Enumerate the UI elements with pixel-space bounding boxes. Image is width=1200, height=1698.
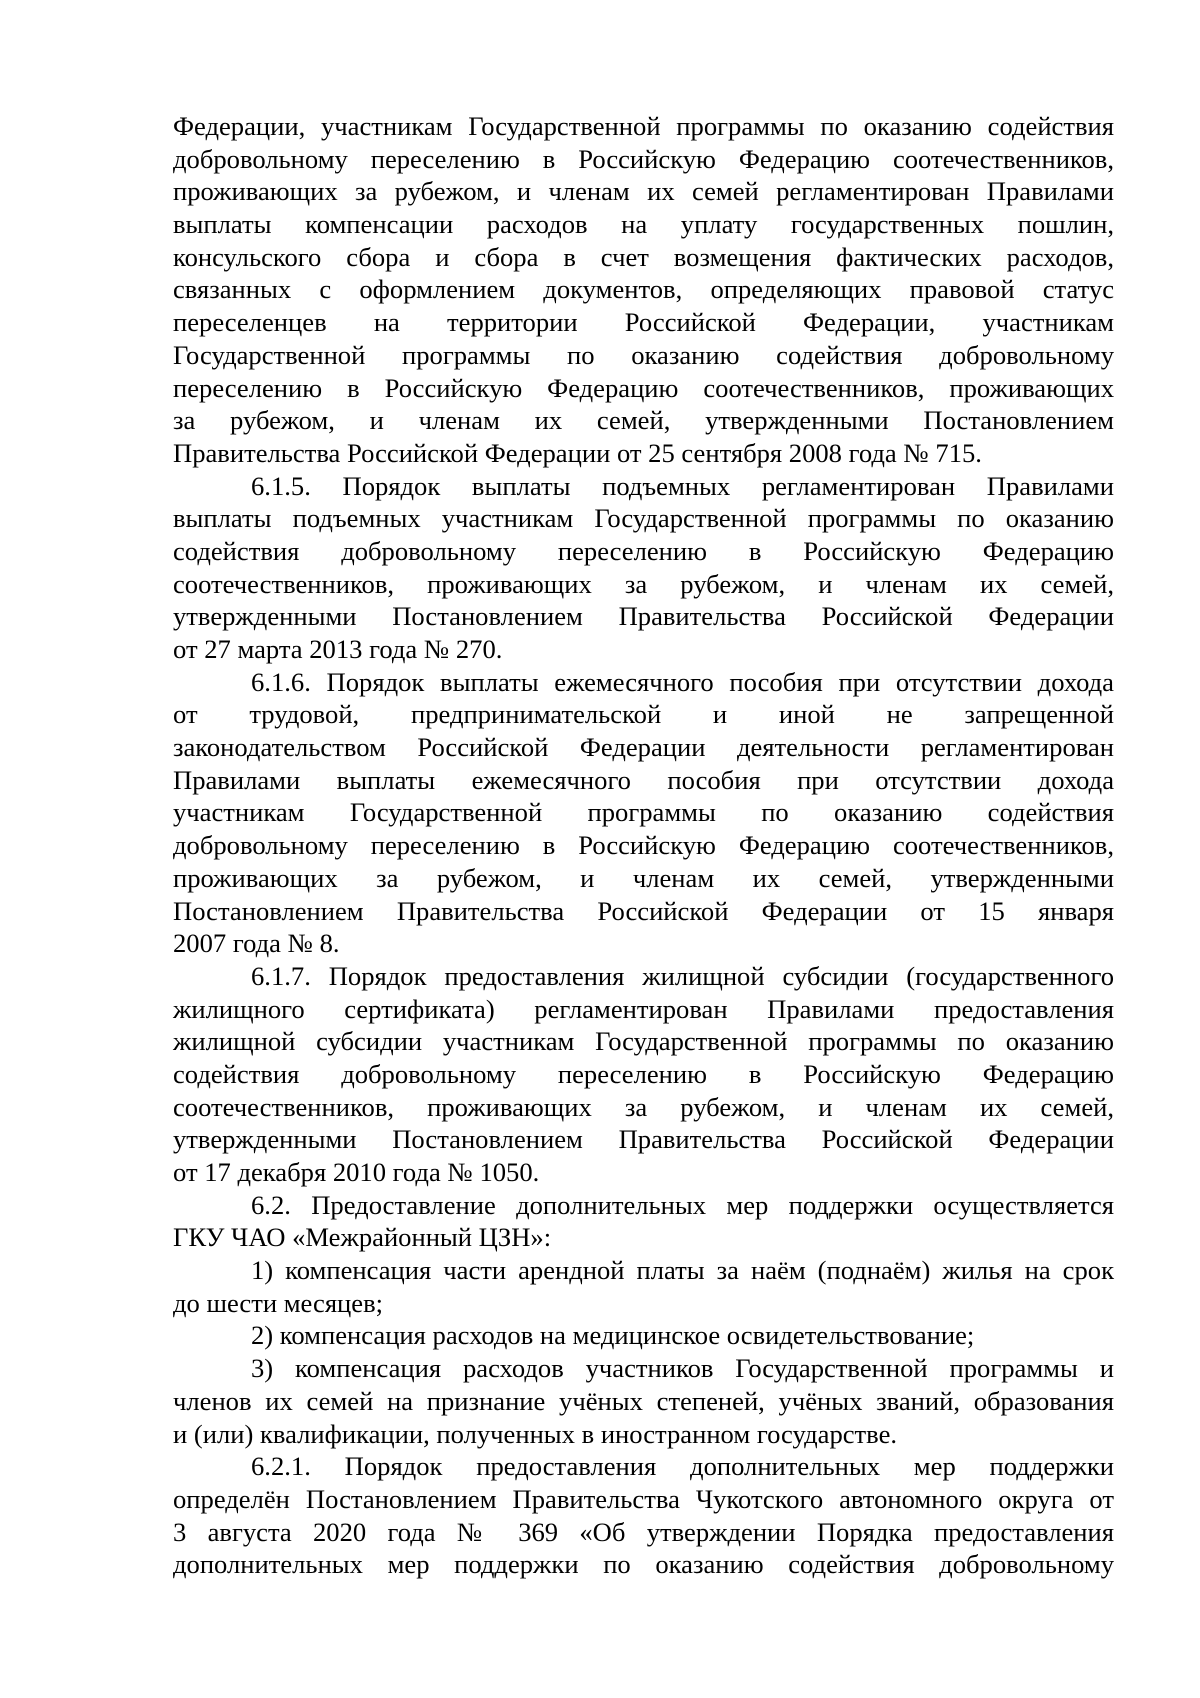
text-line: содействия добровольному переселению в Российскую Федерацию: [173, 1058, 1114, 1089]
text-line: жилищной субсидии участникам Государственной программы по оказанию: [173, 1026, 1114, 1057]
text-line: 2) компенсация расходов на медицинское освидетельствование;: [251, 1320, 975, 1351]
text-line: Правительства Российской Федерации от 25 сентября 2008 года № 715.: [173, 437, 982, 468]
paragraph: [173, 110, 1114, 470]
paragraph: [173, 666, 1114, 960]
text-line: 1) компенсация части арендной платы за наём (поднаём) жилья на срок: [251, 1255, 1114, 1286]
paragraph: [173, 1254, 1114, 1319]
text-line: 3) компенсация расходов участников Государственной программы и: [251, 1353, 1114, 1384]
text-line: Постановлением Правительства Российской Федерации от 15 января: [173, 895, 1114, 926]
text-line: до шести месяцев;: [173, 1287, 384, 1318]
text-line: 6.1.5. Порядок выплаты подъемных регламентирован Правилами: [251, 470, 1114, 501]
text-line: за рубежом, и членам их семей, утвержденными Постановлением: [173, 405, 1114, 436]
text-line: связанных с оформлением документов, определяющих правовой статус: [173, 274, 1114, 305]
paragraph: [173, 1352, 1114, 1450]
text-line: членов их семей на признание учёных степеней, учёных званий, образования: [173, 1385, 1114, 1416]
text-line: 6.2.1. Порядок предоставления дополнительных мер поддержки: [251, 1451, 1114, 1482]
text-line: переселению в Российскую Федерацию соотечественников, проживающих: [173, 372, 1114, 403]
text-line: 6.2. Предоставление дополнительных мер поддержки осуществляется: [251, 1189, 1114, 1220]
text-line: участникам Государственной программы по оказанию содействия: [173, 797, 1114, 828]
text-line: определён Постановлением Правительства Чукотского автономного округа от: [173, 1483, 1114, 1514]
paragraph: [173, 470, 1114, 666]
text-line: добровольному переселению в Российскую Федерацию соотечественников,: [173, 143, 1114, 174]
text-line: выплаты подъемных участникам Государственной программы по оказанию: [173, 503, 1114, 534]
text-line: от трудовой, предпринимательской и иной не запрещенной: [173, 699, 1114, 730]
text-line: утвержденными Постановлением Правительства Российской Федерации: [173, 1124, 1114, 1155]
paragraph: [173, 1319, 1114, 1352]
text-line: Правилами выплаты ежемесячного пособия при отсутствии дохода: [173, 764, 1114, 795]
text-line: соотечественников, проживающих за рубежом, и членам их семей,: [173, 1091, 1114, 1122]
document-page: [173, 110, 1114, 1581]
text-line: 3 августа 2020 года № 369 «Об утверждении Порядка предоставления: [173, 1516, 1114, 1547]
paragraph: [173, 1450, 1114, 1581]
text-line: переселенцев на территории Российской Федерации, участникам: [173, 307, 1114, 338]
text-line: 6.1.6. Порядок выплаты ежемесячного пособия при отсутствии дохода: [251, 666, 1114, 697]
text-line: 6.1.7. Порядок предоставления жилищной субсидии (государственного: [251, 960, 1114, 991]
text-line: утвержденными Постановлением Правительства Российской Федерации: [173, 601, 1114, 632]
text-line: и (или) квалификации, полученных в иностранном государстве.: [173, 1418, 898, 1449]
text-line: консульского сбора и сбора в счет возмещения фактических расходов,: [173, 241, 1114, 272]
text-line: содействия добровольному переселению в Российскую Федерацию: [173, 535, 1114, 566]
text-line: от 27 марта 2013 года № 270.: [173, 634, 503, 664]
text-line: Федерации, участникам Государственной программы по оказанию содействия: [173, 111, 1114, 141]
text-line: выплаты компенсации расходов на уплату государственных пошлин,: [173, 209, 1114, 240]
paragraph: [173, 960, 1114, 1189]
text-line: проживающих за рубежом, и членам их семей, утвержденными: [173, 862, 1114, 893]
text-line: 2007 года № 8.: [173, 928, 340, 959]
paragraph: [173, 1189, 1114, 1254]
text-line: добровольному переселению в Российскую Федерацию соотечественников,: [173, 830, 1114, 861]
text-line: дополнительных мер поддержки по оказанию содействия добровольному: [173, 1549, 1114, 1580]
text-line: проживающих за рубежом, и членам их семей регламентирован Правилами: [173, 176, 1114, 207]
text-line: законодательством Российской Федерации деятельности регламентирован: [173, 732, 1114, 763]
text-line: ГКУ ЧАО «Межрайонный ЦЗН»:: [173, 1222, 552, 1253]
text-line: от 17 декабря 2010 года № 1050.: [173, 1157, 540, 1187]
text-line: соотечественников, проживающих за рубежом, и членам их семей,: [173, 568, 1114, 599]
text-line: жилищного сертификата) регламентирован Правилами предоставления: [173, 993, 1114, 1024]
text-line: Государственной программы по оказанию содействия добровольному: [173, 339, 1114, 370]
